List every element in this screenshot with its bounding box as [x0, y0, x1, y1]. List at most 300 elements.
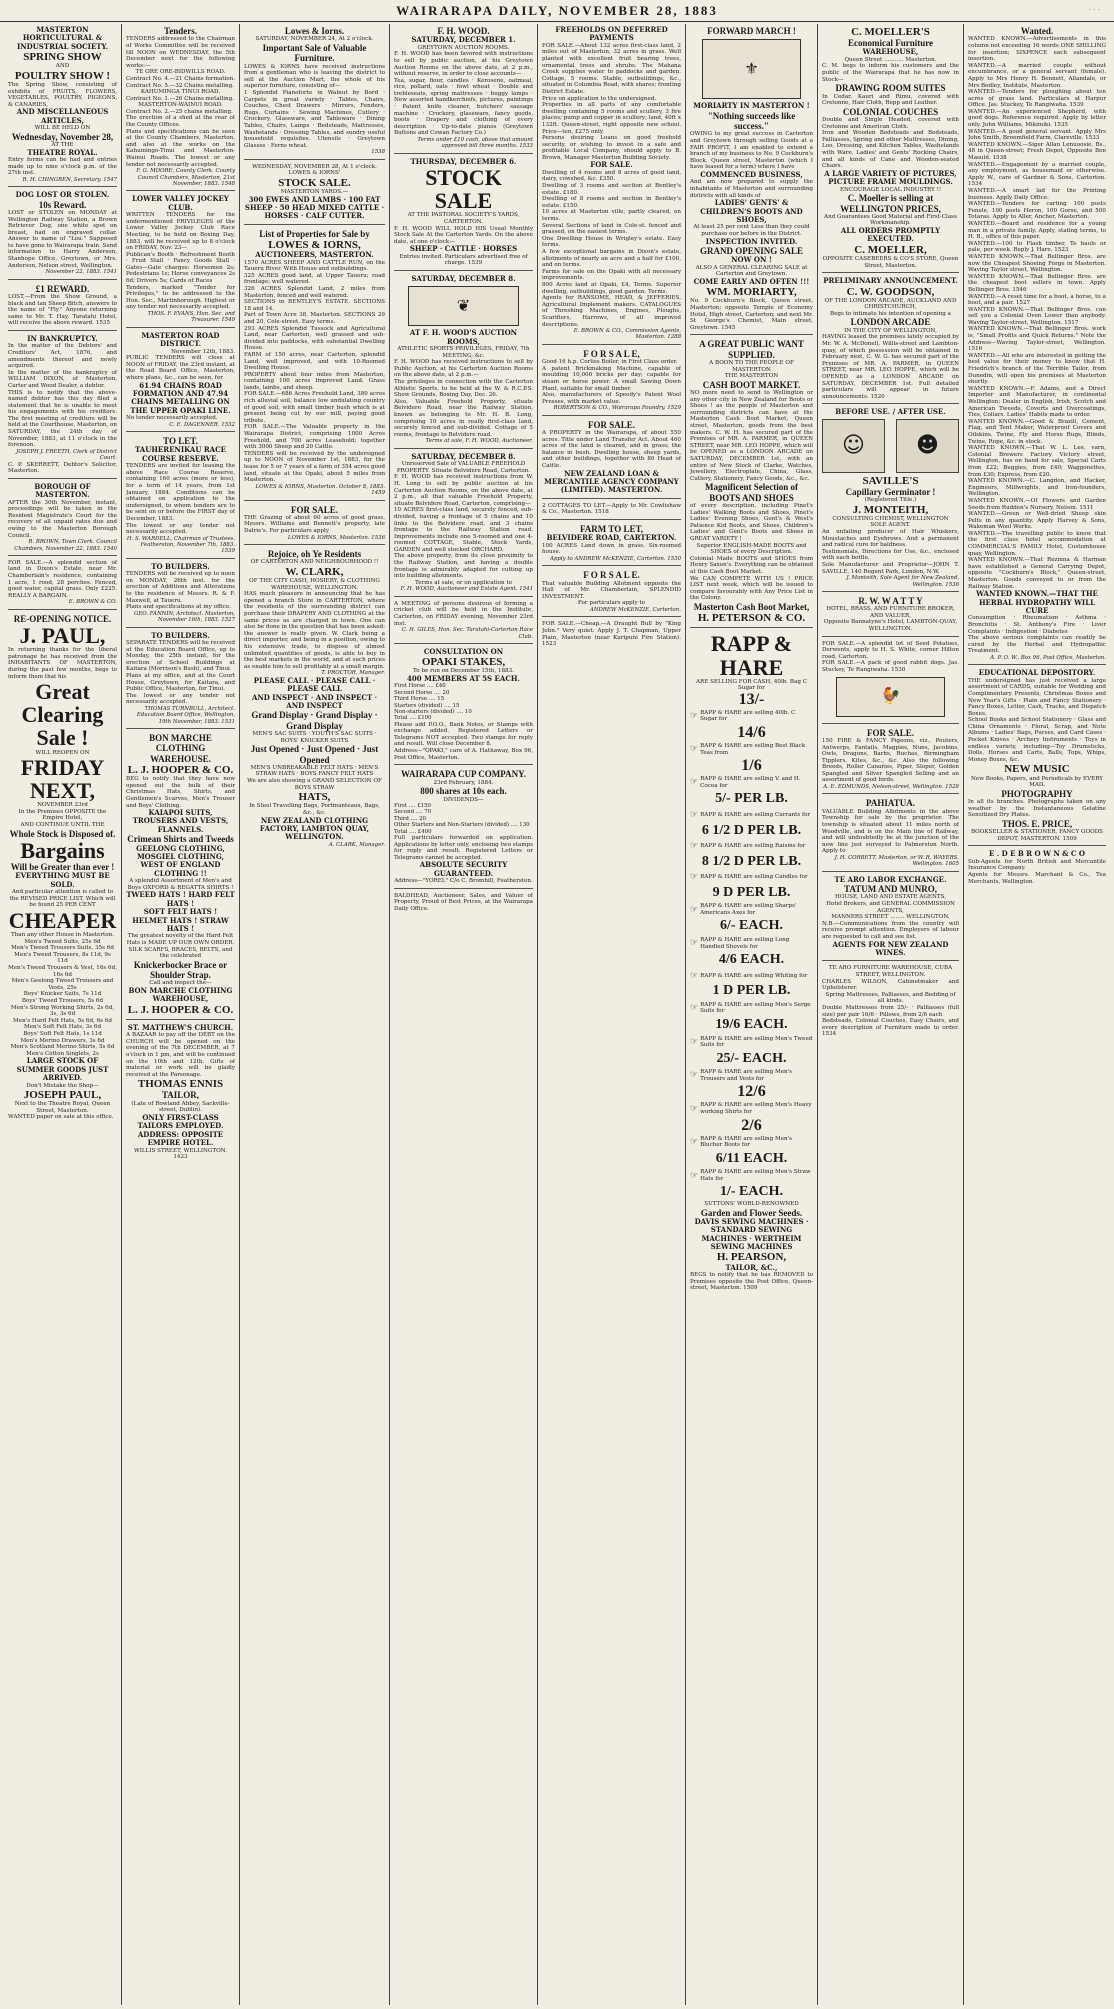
ad-text: Don't Mistake the Shop— [26, 1082, 99, 1089]
ad-text: Full particulars forwarded on application. Applications by letter only, enclosing two stamps for reply and result. Registered Letters or Telegrams cannot be accepted. [394, 834, 533, 861]
column-5 [538, 24, 686, 2005]
ad-text: The greatest novelty of the Hard Felt Hats is MADE UP OUR OWN ORDER. [126, 933, 235, 946]
ad-signature: C. H. GILES, Hon. Sec. Taratahi-Carterton Race Club. [401, 627, 533, 640]
ad-text: (Registered Title.) [864, 497, 917, 504]
ad-text: FARM of 150 acres, near Carterton, splendid Land, well improved, and with 10-Roomed Dwelling House. [244, 351, 385, 372]
ad-text: THIS is to notify that the above-named debtor has this day filed a statement that he is unable to meet his engagements with his creditors. The first meeting of creditors will be held at the Courthouse, Masterton, on SATURDAY, the 24th day of November, 1883, at 11 o'clock in the forenoon. [8, 389, 117, 449]
price-list-text: RAPP & HARE are selling Men's Trousers and Vests for [700, 1069, 793, 1082]
ad-text: Capillary Germinator ! [845, 486, 936, 497]
ad-text: WANTED KNOWN.—Advertisements in this column not exceeding 16 words ONE SHILLING for insertion; SIXPENCE each subsequent insertion. [968, 36, 1106, 63]
ad-signature: November 22, 1883. 1541 [45, 269, 117, 276]
ad-text: Several Sections of land in Cole-st. fenced and grassed, on the easiest terms. [542, 222, 681, 236]
ad-text: GRAND OPENING SALE [699, 245, 803, 256]
ad-text: WILL BE HELD ON [34, 125, 91, 132]
pointing-hand-icon: ☞ [690, 938, 699, 949]
ad-text: First Horse .... £40 [394, 683, 446, 690]
ad-text: Grand Display · Grand Display · Grand Display [251, 710, 378, 731]
ad-text: WAIRARAPA CUP COMPANY. [400, 769, 527, 780]
price-list-text: RAPP & HARE are selling V. and H. Cocoa for [700, 776, 801, 789]
ad-signature: R. H. CHINGREN, Secretary. 1547 [22, 176, 117, 183]
column-2 [122, 24, 240, 2005]
ad-text: Entry forms can be had and entries made up to nine o'clock p.m. of the 27th inst. [8, 157, 117, 177]
price-figure: 12/6 [737, 1083, 766, 1101]
ad-text: WANTED.—Tenders for ploughing about ten acres of grass land. Particulars at Harpur Office. Jas. Stuckey, Te Rangiwaha. 1539 [968, 89, 1106, 109]
ad-text: Men's Tweed Suits, 25s 6d [24, 938, 101, 945]
price-list-item [690, 872, 813, 883]
ad-text: A PROPERTY in the Wairarapa, of about 550 acres. Title under Land Transfer Act. About 460 acres of the land is cleared, and in grass; the balance in bush. Dwelling house, sheep yards, and other buildings, together with 80 Head of Cattle. [542, 430, 681, 470]
ad-text: FOR SALE.—A splendid section of land in Dixon's Estate, near Mr. Chamberlain's residence, containing 1 acre, 1 rood, 28 perches. Fenced, good water, capital grass. Only £225. REALLY A BARGAIN. [8, 559, 117, 599]
ad-text: Total .... £100 [394, 715, 432, 722]
ad-text: No. 9 Cockburn's Block, Queen street, Masterton; opposite Temple of Economy Hotel, High street, Carterton; and next Mr. St George's Chemist, Main street, Greytown. 1545 [690, 298, 813, 331]
ad-text: SUTTONS' WORLD-RENOWNED [704, 1200, 799, 1207]
ad-text: AND MISCELLANEOUS ARTICLES, [16, 107, 109, 125]
ad-text: That valuable Building Allotment opposite the Hall of Mr. Chamberlain, SPLENDID INVESTMENT. [542, 580, 681, 600]
ad-headline: Bargains [20, 838, 105, 863]
ad-text: In Cedar, Kauri and Rimu, covered with Cretonne, Hair Cloth, Repp and Leather. [822, 93, 959, 107]
ad-text: IN THE CITY OF WELLINGTON, [844, 327, 937, 334]
ad-text: The Spring Show, consisting of exhibits of FRUITS, FLOWERS, VEGETABLES, POULTRY, PIGEONS, & CANARIES, [8, 81, 117, 108]
ad-text: WANTED KNOWN.—That Bellinger Bros. are now the Cheapest Shoeing Forge in Masterton. Waving Taylor street, Wellington. [968, 253, 1106, 274]
ad-text: OF CARTERTON AND NEIGHBOURHOOD !! [250, 559, 379, 566]
advertisement [244, 549, 385, 851]
pointing-hand-icon: ☞ [690, 1136, 699, 1147]
ad-text: Dwelling of 4 rooms and 8 acres of good land, dairy, cowshed, &c. £350. [542, 169, 681, 183]
ad-text: AND CONTINUE UNTIL THE [20, 822, 105, 829]
ad-text: THE MASTERTON [724, 373, 779, 380]
ad-text: Second Horse .... 20 [394, 689, 450, 696]
rooster-illustration-icon: 🐓 [836, 677, 946, 717]
ad-text: MASTERTON YARDS.— [280, 189, 349, 195]
ad-signature: ROBERTSON & CO., Wairarapa Foundry. 1529 [553, 405, 681, 412]
pointing-hand-icon: ☞ [690, 777, 699, 788]
ad-text: WANTED KNOWN.—That Rezinna & Harman have established a General Carrying Depot, opposite "Cockburn's Block," Queen-street, Masterton. Goods conveyed to or from the Railway Station. [968, 557, 1106, 590]
ad-text: TE ORE ORE-BIDWILLS ROAD. [135, 69, 226, 76]
ad-text: ENCOURAGE LOCAL INDUSTRY !! [839, 186, 942, 193]
ad-text: Boys' Tweed Trousers, 5s 6d [21, 998, 104, 1005]
ad-text: 293 ACRES Splendid Tussock and Agricultural Land, near Carterton, well grassed and sub-divided into paddocks, with substantial Dwelling House. [244, 325, 385, 352]
ad-text: Also, Valuable Freehold Property, situate Belvidere Road, near the Railway Station, known as belonging to Mr. H. B. Long, comprising 10 acres in really first-class land, securely fenced and sub-divided. Cottage of 5 rooms, frontage to Belvidere road. [394, 398, 533, 438]
ad-text: WANTED.—Green or Well-dried Sheep skin Pelts in any quantity. Apply Harvey & Sons, Wakeman Wool Works. [968, 511, 1106, 531]
advertisement [394, 26, 533, 154]
ad-text: Address—"YOREL" C/o C. Bromhill, Featherston. [394, 878, 533, 885]
ad-text: WRITTEN TENDERS for the undermentioned PRIVILEGES of the Lower Valley Jockey Club Race Meeting, to be held on Boxing Day, 1883, will be received up to 8 o'clock on FRIDAY, Nov. 23— [126, 212, 235, 252]
ad-text: And particular attention is called to the REVISED PRICE LIST, Which will be found 25 PER CENT [9, 889, 116, 909]
advertisement [968, 669, 1106, 846]
ad-text: Men's Merino Drawers, 3s 6d [20, 1037, 105, 1044]
advertisement [394, 648, 533, 765]
ad-text: Hotel Brokers, and GENERAL COMMISSION AGENTS, [826, 901, 955, 914]
ad-text: Important Sale of Valuable Furniture. [262, 42, 367, 64]
advertisement [8, 284, 117, 331]
ad-text: For particulars apply to [577, 600, 646, 607]
ad-text: FOR SALE. [590, 160, 633, 170]
ad-text: BEFORE USE. / AFTER USE. [835, 408, 946, 417]
ad-signature: J. H. CORBETT, Masterton, or W. R. WAYERS, Wellington. 1605 [834, 854, 959, 868]
ad-signature: E. BROWN & CO., Commission Agents, Masterton. 1288 [573, 328, 681, 341]
pointing-hand-icon: ☞ [690, 711, 699, 722]
ad-text: WANTED KNOWN.—Siger Allan Lenuoosie, Bs., 48 in Queen-street; Fresh Depot, Opposite Ben Masuld. 1538 [968, 141, 1106, 162]
ad-signature: Apply to ANDREW McKENZIE, Carterton. 1530 [550, 555, 681, 562]
ad-text: Queen Street ........... Masterton. [844, 56, 937, 63]
ad-text: TAILOR, [161, 1090, 200, 1101]
ad-text: First .... £150 [394, 803, 431, 810]
pointing-hand-icon: ☞ [690, 1103, 699, 1114]
ad-text: DOG LOST OR STOLEN. [15, 191, 110, 200]
price-figure: 1/6 [741, 757, 762, 775]
price-list-text: RAPP & HARE are selling Men's Heavy working Shirts for [700, 1102, 812, 1115]
masthead-marks: · · · [1088, 6, 1100, 14]
ad-text: Agents for RANSOME, HEAD, & JEFFERIES, Agricultural Implement makers. CATALOGUES of Threshing Machines, Engines, Ploughs, Scarifiers, Harrows, of all improved descriptions. [542, 295, 681, 328]
advertisement [968, 850, 1106, 888]
ad-text: Tenders. [164, 26, 197, 36]
ad-text: Contract No. 5.—32 Chains metalling. [126, 82, 234, 89]
ad-headline: J. MONTEITH, [852, 503, 929, 516]
ad-text: Iron and Wooden Bedsteads and Bedsteads, Palliasses, Spring and other Mattresses, Dining, Loo, Dressing, and Kitchen Tables, Washstands with Ware, Ladies' and Gents' Rocking Chairs, and all kinds of Cane and Wooden-seated Chairs. [822, 130, 959, 170]
ad-text: PHOTOGRAPHY [1001, 788, 1073, 799]
ad-signature: A. P. O. W., Box 96, Post Office, Masterton. [990, 654, 1106, 661]
advertisement [126, 563, 235, 628]
ad-headline: SPRING SHOW [23, 51, 102, 64]
ad-text: Men's Hard Felt Hats, 5s 6d, 6s 6d [13, 1017, 112, 1024]
ad-text: We CAN COMPETE WITH US ! PRICE LIST next week, which will be issued to compare favourably with Any Price List in the Colony. [690, 575, 813, 602]
advertisement [542, 524, 681, 566]
column-6 [686, 24, 818, 2005]
advertisement [244, 164, 385, 225]
ad-text: FORWARD MARCH ! [707, 26, 796, 36]
ad-text: WANTED KNOWN.—Of Flowers and Garden Seeds from Rudden's Nursery, Nelson. 1511 [968, 497, 1106, 511]
ad-text: WEDNESDAY, NOVEMBER 28, At 1 o'clock. [252, 163, 377, 170]
ad-text: Total .... £400 [394, 828, 432, 835]
price-list-item [690, 937, 813, 950]
ad-text: FOR SALE.—About 132 acres first-class land, 2 miles out of Masterton, 32 acres in grass. Well planted with excellent fruit bearing trees, ornamental trees and shrubs. The Mahana Creek supplies water to paddocks and garden. Cottage, 5 rooms. Stable, outbuildings, &c., situated in Columbia Road, with shares; fronting District Estate. [542, 42, 681, 95]
ad-text: TE ARO FURNITURE WAREHOUSE, CUBA STREET, WELLINGTON. [828, 965, 953, 978]
pointing-hand-icon: ☞ [690, 1170, 699, 1181]
ad-text: In the matter of the Debtors' and Creditors' Act, 1876, and amendments thereof and newly acquired. [8, 343, 117, 370]
ad-text: Rejoice, oh Ye Residents [267, 549, 362, 560]
pointing-hand-icon: ☞ [690, 1003, 699, 1014]
ad-text: R. W. W A T T Y [858, 595, 923, 606]
ad-text: 10 acres at Masterton ville, partly cleared, on terms. [542, 209, 681, 223]
pointing-hand-icon: ☞ [690, 1036, 699, 1047]
ad-text: TO BUILDERS. [151, 562, 210, 571]
price-list-text: RAPP & HARE are selling Currants for [700, 811, 811, 818]
ad-text: A LARGE VARIETY OF PICTURES, PICTURE FRAME MOULDINGS. [824, 168, 957, 187]
ad-text: MASTERTON-WAINUI ROAD. [138, 102, 223, 109]
ad-text: Magnificent Selection of BOOTS AND SHOES [705, 482, 798, 503]
ad-text: Men's Soft Felt Hats, 3s 6d [23, 1024, 102, 1031]
advertisement [8, 614, 117, 1124]
ad-text: A MEETING of persons desirous of forming a cricket club will be held in the Institute, Carterton, on FRIDAY evening, November 23rd inst. [394, 600, 533, 627]
ad-text: C. P. SKERRETT, Debtor's Solicitor, Masterton. [8, 461, 117, 475]
ad-text: C. Moeller is selling at WELLINGTON PRICES, [840, 193, 941, 214]
price-list-text: RAPP & HARE are selling Men's Serge Suits for [700, 1001, 811, 1015]
advertisement [8, 26, 117, 187]
ad-signature: J. Monteith, Sole Agent for New Zealand, Wellington. 1536 [846, 575, 959, 588]
pointing-hand-icon: ☞ [690, 872, 699, 883]
ad-text: Non-starters (divided) .... 10 [394, 708, 472, 715]
price-figure: 6 1/2 D PER LB. [701, 822, 802, 838]
ad-text: List of Properties for Sale by [259, 228, 370, 239]
ad-text: Terms at sale, or on application to [415, 579, 512, 586]
ad-text: BOROUGH OF MASTERTON. [34, 482, 91, 500]
advertisement [542, 26, 681, 345]
ad-text: One Dwelling House in Wrigley's estate. Easy terms. [542, 235, 681, 249]
ad-text: Other Starters and Non-Starters (divided) .... 130 [394, 822, 530, 829]
ad-signature: H. S. WARDELL, Chairman of Trustees. Featherston, November 7th, 1883. 1539 [126, 535, 235, 555]
ad-text: Consumption · Rheumatism · Asthma · Bronchitis · St. Anthony's Fire · Liver Complaints · Indigestion · Diabetes [968, 615, 1106, 635]
ad-text: TENDERS will be received up to noon on MONDAY, 26th inst. for the erection of Additions and Alterations to the residence of Messrs. R. & F. Maxwell, at Taueru. [126, 571, 235, 604]
ad-text: CONSULTING CHEMIST, WELLINGTON [832, 515, 949, 522]
price-figure: 14/6 [737, 724, 766, 741]
ad-headline: POULTRY SHOW ! [14, 69, 111, 82]
ad-text: In the Premises OPPOSITE the Empire Hotel, [18, 808, 107, 822]
ad-text: 100 ACRES Land down in grass. Six-roomed house. [542, 542, 681, 556]
ad-text: F. H. WOOD WILL HOLD HIS Usual Monthly Stock Sale At the Carterton Yards. On the above date, at one o'clock— [394, 225, 533, 245]
price-figure: 6/- EACH. [720, 918, 783, 934]
ad-text: DRAWING ROOM SUITES [835, 83, 946, 94]
ad-text: BOOKSELLER & STATIONER, FANCY GOODS DEPOT, MASTERTON. 1509 [970, 829, 1104, 842]
ad-text: Farms for sale on the Opaki with all necessary improvements. [542, 268, 681, 282]
ad-text: CONSULTATION ON [423, 647, 504, 656]
ad-text: EDUCATIONAL DEPOSITORY. [978, 669, 1096, 678]
price-list-item [690, 776, 813, 789]
ad-text: Agents for Messrs. Marchant & Co., Tea Merchants, Wellington. [968, 871, 1106, 885]
ad-text: Wanted. [1020, 26, 1054, 36]
column-8 [964, 24, 1110, 2005]
ad-text: FOR SALE.—The Valuable property in the Wairarapa District, comprising 1000 Acres Freehold, and 700 acres Leasehold; together with 3000 Sheep and 20 Cattle. [244, 424, 385, 451]
advertisement [394, 601, 533, 644]
ad-text: "Nothing succeeds like success." [707, 110, 796, 132]
ad-text: TE ARO LABOR EXCHANGE. [834, 875, 947, 884]
ad-text: SEPARATE TENDERS will be received at the Education Board Office, up to Monday, the 25th instant, for the erection of School Buildings at Kaitara (Morrison's Bush), and Tinui. [126, 639, 235, 673]
ad-text: TO BUILDERS. [151, 631, 210, 640]
ad-headline: C. MOELLER'S [851, 26, 930, 38]
ad-text: In returning thanks for the liberal patronage he has received from the INHABITANTS OF MASTERTON, during the past few months, begs to inform them that his [8, 647, 117, 680]
ad-text: TENDERS are invited for leasing the above Race Course Reserve, containing 160 acres (more or less), for a term of 14 years, from 1st January, 1884. Conditions can be obtained on application to the undersigned, to whom tenders are to be sent on or before the FIRST day of December, 1883. [126, 463, 235, 522]
ad-text: Bedsteads, Colonial Couches, Easy Chairs, and every description of Furniture made to order. 1534 [822, 1018, 959, 1038]
ad-headline: FRIDAY NEXT, [20, 755, 105, 804]
ad-text: TENDERS addressed to the Chairman of Works Committee will be received till NOON on WEDNESDAY, the 5th December next for the following works:— [126, 36, 235, 69]
ad-text: Entries invited. Particulars advertised free of charge. 1539 [399, 253, 528, 267]
ad-text: Testimonials, Directions for Use, &c., enclosed with each bottle. [822, 548, 959, 562]
ad-text: FOR SALE. [290, 504, 338, 515]
advertisement [542, 570, 681, 617]
advertisement [690, 339, 813, 628]
ad-text: Also, manufacturers of Speedy's Patent Wool Presses, with market value. [542, 392, 681, 405]
price-figure: 25/- EACH. [716, 1050, 787, 1066]
ad-text: Plans and specifications can be seen at the County Chambers, Masterton, and also at the works on the Kahumingo-Tinui and Masterton-Wainui Roads. The lowest or any tender not necessarily accepted. [126, 128, 235, 168]
price-list-text: RAPP & HARE are selling Sharps' Americans Axes for [700, 903, 797, 916]
ad-headline: JOSEPH PAUL, [23, 1089, 102, 1102]
ad-text: LOST or STOLEN on MONDAY at Wellington Railway Station, a Brown Retriever Dog, one white spot on breast, had on engraved collar. Answer to name of "Lou." Supposed to have gone to Wairarapa train. Send information to Harry Anderson, Stanhope Office, Greytown, or Mrs. Anderson, Nelson street, Wellington. [8, 209, 117, 269]
ad-text: ALSO A GENERAL CLEARING SALE at Carterton and Greytown. [695, 264, 808, 278]
ad-signature: LOWES & IORNS, Masterton. 1536 [287, 534, 385, 541]
ad-text: 400 MEMBERS AT 5S EACH. [407, 674, 520, 684]
advertisement [244, 26, 385, 160]
advertisement [822, 798, 959, 871]
ad-text: Opposite Bannatyne's Hotel, LAMBTON-QUAY, WELLINGTON. [823, 619, 958, 633]
ad-text: F. H. WOOD has received instructions from W. H. Long to sell by public auction at his Carterton Auction Rooms, on the above date, at 2 p.m., all that valuable Freehold Property, situate Belvidere Road, Carterton, comprising— [394, 474, 533, 507]
ad-text: SATURDAY, NOVEMBER 24, At 2 o'clock. [255, 36, 374, 43]
ad-text: Plans at my office, and at the Court House, Greytown, for Kaitara, and Public Office, Masterton, for Tinui. [126, 672, 235, 693]
engraving-illustration-icon: ❦ [408, 286, 519, 326]
price-list-item [690, 710, 813, 723]
advertisement [542, 503, 681, 520]
ad-headline: H. PETERSON & CO. [697, 612, 806, 625]
ad-text: MASTERTON ROAD DISTRICT. [141, 331, 220, 349]
advertisement [8, 191, 117, 279]
ad-text: ONLY FIRST-CLASS TAILORS EMPLOYED. ADDRESS: OPPOSITE EMPIRE HOTEL. [137, 1113, 224, 1148]
advertisement [968, 26, 1106, 665]
ad-text: WANTED.—The travelling public to know that the first class hotel accommodation at COMMERCIAL'S FAMILY Hotel, Customhouse quay, Wellington. [968, 530, 1106, 557]
ad-text: And Guarantees Good Material and First-Class Workmanship. [824, 213, 957, 227]
ad-text: Masterton Cash Boot Market, [693, 602, 810, 612]
ad-text: ATHLETIC SPORTS PRIVILEGES, FRIDAY, 7th MEETING, &c. [397, 346, 530, 359]
ad-text: WILL REOPEN ON [35, 749, 90, 756]
advertisement [126, 195, 235, 327]
ad-text: Men's Strong Working Shirts, 2s 6d, 3s, 3s 6d [10, 1004, 115, 1018]
ad-text: KAHUMINGA TINUI ROAD. [140, 89, 221, 96]
ad-text: Tea, sugar, flour, candles · Kerosene, oatmeal, rice, pollard, oats · fowl wheat · Double and trebleseats, spring mattresses · buggy lamps · New assorted handkerchiefs, pictures, paintings · Patent knife cleaner, butchers' sausage machine · Crockery, glassware, fancy goods, boots · Drapery and clothing of every description · Up-to-date pianos (Greytown Buttons and Cowan Factory Co.) [394, 77, 533, 137]
ad-text: SATURDAY, DECEMBER 8. [411, 274, 516, 283]
ad-text: A splendid Assortment of Men's and Boys OXFORD & REGATTA SHIRTS ! [127, 878, 234, 891]
ad-text: Properties in all parts of any comfortable dwelling containing 5 rooms and scullery, 3 fire places; pump and copper in scullery; land, 40ft x 132ft. Queen-street, right opposite new school. Price—ten, £275 only. [542, 102, 681, 135]
ad-text: Superior ENGLISH-MADE BOOTS and SHOES of every Description. [696, 542, 807, 556]
advertisement [542, 621, 681, 650]
ad-text: HAVING leased the premises lately occupied by Mr. W. A. McDonell, Willis-street and Lambton-quay, of which possession will be obtained in February next, C. W. G. has secured part of the Premises of MR. A. PARMER, in QUEEN STREET, near MR. LEO HOPPE, which will be OPENED as a LONDON ARCADE on SATURDAY, DECEMBER 1st. Full detailed particulars will appear in future announcements. 1520 [822, 334, 959, 400]
ad-text: NOW ON ! [731, 255, 772, 265]
ad-text: Sub-Agents for North British and Mercantile Insurance Company. [968, 858, 1106, 872]
ad-text: The privileges in connection with the Carterton Athletic Sports, to be held at the W. & R.C.P.S. Show Grounds, Boxing Day, Dec. 26. [394, 379, 533, 399]
ad-text: AFTER the 30th November, instant, proceedings will be taken in the Resident Magistrate's Court for the recovery of all unpaid rates due and owing to the Masterton Borough Council. [8, 499, 117, 539]
price-list-item [690, 743, 813, 756]
ad-text: TATUM AND MUNRO, [844, 884, 937, 895]
ad-text: FOR SALE.—A pack of good rabbit dogs. Jas. Stuckey, Te Rangiwaha. 1530 [822, 660, 959, 673]
pointing-hand-icon: ☞ [690, 841, 699, 852]
advertisement [394, 453, 533, 597]
bald-head-portrait-icon: ☺ [822, 419, 885, 473]
ad-text: To be run on December 15th, 1883. [413, 668, 514, 675]
ad-text: OPPOSITE CASEBEERS & CO'S STORE, Queen Street, Masterton. [822, 255, 959, 269]
ad-text: Unreserved Sale of VALUABLE FREEHOLD PROPERTY. Situate Belvidere Road, Carterton. [396, 461, 531, 474]
ad-text: FOR SALE.—686 Acres Freehold Land, 380 acres rich alluvial soil, balance low undulating country of good soil, with small timber bush which is at present being cut by our mill, paying good tribute. [244, 391, 385, 424]
ad-text: Economical Furniture [847, 38, 934, 49]
pointing-hand-icon: ☞ [690, 1070, 699, 1081]
ad-text: INSPECTION INVITED. [705, 236, 798, 246]
ad-text: 10s Reward. [38, 199, 87, 210]
pointing-hand-icon: ☞ [690, 744, 699, 755]
ad-text: SATURDAY, DECEMBER 1. [411, 35, 516, 45]
ad-text: In Steel Travelling Bags, Portmanteaux, Bags, &c., &c. [249, 803, 380, 816]
ad-headline: NEW MUSIC [1004, 763, 1070, 776]
ad-text: Crimean Shirts and Tweeds [127, 834, 234, 845]
ad-text: LONDON ARCADE [850, 317, 931, 328]
column-7 [818, 24, 964, 2005]
ad-text: WANTED.—100 to Flash timber, Te hauls or pale, per week. Reply J. Hare. 1523 [968, 240, 1106, 254]
price-list-item [690, 1136, 813, 1149]
ad-text: WANTED KNOWN.—That Bellinger Bros. work is, "Small Profits and Quick Returns." Note the Address—Waving Taylor-street, Wellington. 1516 [968, 326, 1106, 353]
ad-text: WANTED KNOWN.—That Bellinger Bros. are the cheapest boot sellers in town. Apply Bellinger Bros. 1546 [968, 273, 1106, 293]
ad-text: SHEEP · CATTLE · HORSES [409, 244, 518, 254]
ad-text: F. H. WOOD has been favored with instructions to sell by public auction, at his Greytown Auction Rooms on the above date, at 2 p.m., without reserve, in order to close accounts— [394, 51, 533, 78]
ad-headline: W. CLARK, [285, 565, 344, 578]
advertisement [822, 641, 959, 724]
advertisement [244, 505, 385, 546]
ad-text: Colonial Made BOOTS and SHOES from Henry Saxon's. Everything can be obtained at this Cash Boot Market. [690, 555, 813, 576]
ad-signature: JOSEPH J. FREETH, Clerk of District Court. [16, 448, 117, 462]
ad-text: WANTED KNOWN.—Good & Brazill, Cement, Flag, and Tent Maker, Waterproof Covers and Oilskins. Twine, Fly and Horse Rugs, Blinds, Twine, Rope, &c. in stock. [968, 418, 1106, 445]
ad-text: Contract No. 1.—26 Chains metalling. [126, 95, 234, 102]
ad-text: Men's Tweed Trousers Suits, 35s 6d [11, 945, 114, 952]
ad-signature: A. CLARK, Manager. [328, 841, 385, 848]
ad-headline: L. J. HOOPER & CO. [127, 764, 234, 777]
price-list-text: RAPP & HARE are selling Men's Blucher Boots for [700, 1135, 793, 1149]
ad-text: AND [55, 63, 70, 70]
ad-text: HOUSE, LAND AND ESTATE AGENTS, [834, 894, 947, 901]
ad-text: 800 shares at 10s each. [420, 786, 507, 797]
ad-text: WANTED.—An experienced Shepherd, with good dogs. Reference required. Apply by letter only. John Williams, Mikimiki. 1535 [968, 108, 1106, 129]
ad-text: WANTED.—A reset time for a boot, a horse, to a boot, and a pair. 1527 [968, 293, 1106, 307]
ad-text: At least 25 per cent Less than they could purchase our before in the District. [693, 224, 810, 237]
ad-text: School Books and School Stationery · Glass and China Ornaments · Floral, Scrap, and Note Albums · Ladies' Bags, Purses, and Card Cases · Pocket Knives · Archery Instruments · Toys in endless variety, including—Toy Drumsticks, Dolls, Horses and Carts, Balls, Tops, Whips, Money Boxes, &c. [968, 717, 1106, 763]
advertisement [542, 349, 681, 416]
ad-text: 10 ACRES first-class land, securely fenced, sub-divided, having a frontage of 5 chains and 10 links to the Belvidere road, and 3 chains frontage to the Railway Station road. Improvements include one 5-roomed and one 4-roomed COTTAGE, Stable, Stock Yards, GARDEN and well stocked ORCHARD. [394, 507, 533, 553]
ad-text: F O R S A L E, [583, 348, 640, 359]
ad-text: TAUHERENIKAU RACE COURSE RESERVE. [134, 445, 227, 463]
ad-text: FARM TO LET, [579, 524, 644, 534]
price-figure: 8 1/2 D PER LB. [701, 853, 802, 869]
ad-text: Good 16 h.p. Corliss Boiler, in First Class order. [542, 359, 678, 366]
ad-text: THEATRE ROYAL. [27, 147, 98, 157]
price-list-item [690, 903, 813, 916]
ad-text: AT THE [51, 142, 74, 149]
ad-text: PRELIMINARY ANNOUNCEMENT. [823, 277, 958, 286]
ad-headline: WM. MORIARTY, [706, 286, 797, 299]
ad-text: LOST,—From the Show Ground, a black and tan Sheep Bitch, answers to the name of "Fly." Anyone returning same to Mr. T. Hay, Taratahi Hotel, will receive the above reward. 1535 [8, 293, 117, 327]
ad-text: THE Grazing of about 60 acres of good grass, Messrs. Williams and Bennett's property, late Dalrie's. For particulars apply [244, 514, 385, 535]
ad-text: SOLE AGENT. [870, 522, 911, 529]
ad-text: Lowes & Iorns. [284, 26, 345, 36]
before-after-portraits [822, 419, 959, 473]
ad-text: New Books, Papers, and Periodicals by EVERY MAIL [971, 775, 1103, 789]
ad-text: In all its branches. Photographs taken on any weather by the Instantaneous Gelatine Sensitized Dry Plates. [968, 799, 1106, 819]
ad-text: MASTERTON HORTICULTURAL & INDUSTRIAL SOCIETY. [16, 26, 109, 51]
ad-text: WANTED.—Board and residence for a young man in a private family. Apply, stating terms, to H. B., office of this paper. [968, 220, 1106, 241]
ad-text: Men's Geelong Tweed Trousers and Vests, 25s [11, 978, 114, 991]
ad-signature: C. E. DAGENNER. 1532 [169, 421, 235, 428]
ad-text: Address—"OPAKI," care of A. Hathaway, Box 96, Post Office, Masterton. [394, 748, 533, 761]
ad-text: A GREAT PUBLIC WANT SUPPLIED. [699, 339, 804, 360]
advertisement [8, 560, 117, 610]
price-figure: 19/6 EACH. [715, 1016, 788, 1032]
ad-signature: GEO. FANNIN, Architect. Masterton, November 16th, 1883. 1527 [134, 610, 235, 624]
ad-text: 1570 ACRES SHEEP AND CATTLE RUN, on the Taueru River. With House and outbuildings. [244, 259, 385, 273]
ad-text: VALUABLE Building Allotments in the above Township for sale by the proprietor. The township is situated about 11 miles north of Woodville, and is on the Main line of Railway, and will undoubtedly be at the junction of the new line just surveyed to Palmerston North. Apply to [822, 808, 959, 855]
masthead [0, 0, 1114, 22]
ad-text: £1 REWARD. [35, 283, 90, 294]
ad-text: MORIARTY IN MASTERTON ! [693, 101, 810, 111]
ad-text: MANNERS STREET ........ WELLINGTON. [831, 914, 950, 921]
price-list-item [690, 1102, 813, 1115]
price-list-text: RAPP & HARE are selling Best Black Teas from [700, 743, 806, 756]
price-list-item [690, 1002, 813, 1015]
ad-headline: J. PAUL, [19, 623, 106, 649]
pointing-hand-icon: ☞ [690, 809, 699, 820]
ad-text: SATURDAY, DECEMBER 8. [411, 452, 516, 461]
ad-text: Publican's Booth · Refreshment Booth · Fruit Stall · Fancy Goods Stall · Gates—Gate charges: Horsemen 2s; Pedestrians 1s; Horse conveyances 2s 6d; Drivers 5s; Cards of Races [126, 251, 235, 285]
ad-text: BEGS to notify that he has REMOVED to Premises opposite the Post Office, Queen-street, Masterton. 1509 [690, 1271, 813, 1292]
ad-text: WANTED KNOWN.—THAT THE HERBAL HYDROPATHY WILL CURE [976, 589, 1098, 615]
